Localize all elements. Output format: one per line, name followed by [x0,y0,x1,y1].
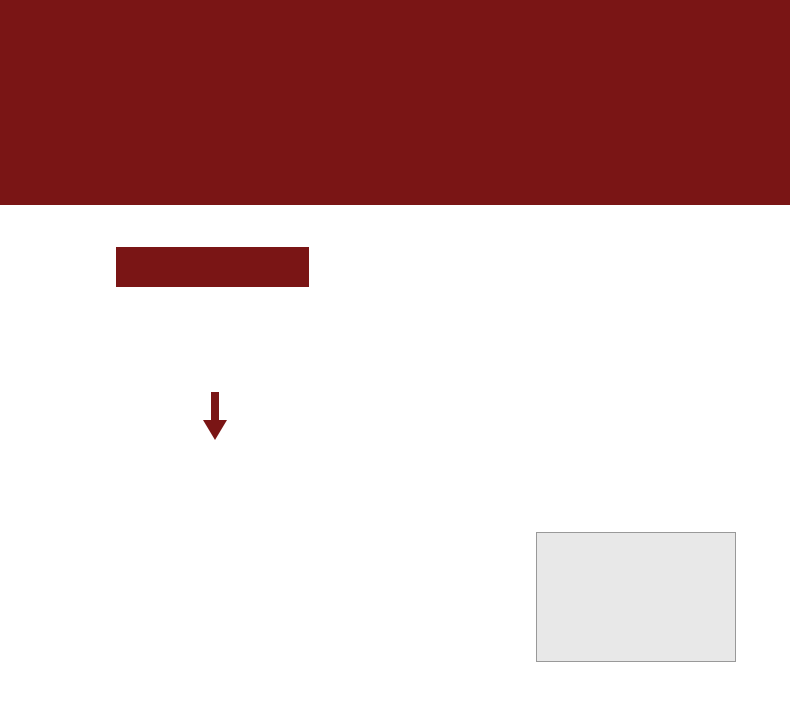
pore-diagram-after [58,450,368,545]
header-banner [0,0,790,205]
micrograph-image [536,532,736,662]
micrograph-texture [537,533,735,661]
down-arrow-icon [200,392,230,442]
pore-diagram-before [54,308,374,388]
microscope-label-tag [116,247,309,287]
